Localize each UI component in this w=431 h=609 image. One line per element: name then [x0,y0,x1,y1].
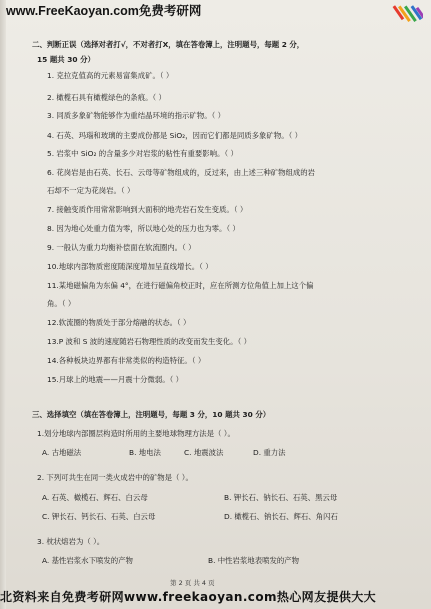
s2-item-4: 4. 石英、玛瑙和玻璃的主要成份都是 SiO₂，因而它们都是同质多象矿物。（ ） [47,131,303,140]
s2-item-14: 14.各种板块边界都有非常类似的构造特征。（ ） [47,356,206,365]
watermark-top: www.FreeKaoyan.com免费考研网 [6,4,202,18]
s2-item-11: 11.某地磁偏角为东偏 4°，在进行磁偏角校正时，应在所测方位角值上加上这个偏 [47,281,314,290]
section2-heading: 二、判断正误（选择对者打√，不对者打X，填在答卷簿上，注明题号，每题 2 分， [32,40,305,49]
s3-q1-opt-a: A. 古地磁法 [42,448,82,457]
s2-item-10: 10.地球内部物质密度随深度增加呈直线增长。（ ） [47,262,213,271]
s2-item-2: 2. 橄榄石具有橄榄绿色的条痕。（ ） [47,93,166,102]
page-footer: 第 2 页 共 4 页 [170,579,215,587]
s3-q2-opt-a: A. 石英、橄榄石、辉石、白云母 [42,493,148,502]
s3-q3: 3. 枕状熔岩为（ ）。 [37,537,105,546]
s2-item-1: 1. 克拉克值高的元素易富集成矿。（ ） [47,71,174,80]
s2-item-5: 5. 岩浆中 SiO₂ 的含量多少对岩浆的粘性有重要影响。（ ） [47,149,238,158]
s3-q1-opt-b: B. 地电法 [129,448,161,457]
s2-item-11-cont: 角。（ ） [47,299,76,308]
s2-item-15: 15.月球上的地震——月震十分微弱。（ ） [47,375,184,384]
s3-q3-opt-a: A. 基性岩浆水下喷发的产物 [42,556,133,565]
s3-q1: 1.划分地球内部圈层构造时所用的主要地球物理方法是（ ）。 [37,429,235,438]
scan-edge [0,0,6,609]
s3-q2-opt-c: C. 钾长石、钙长石、石英、白云母 [42,512,156,521]
s3-q1-opt-d: D. 重力法 [253,448,286,457]
s3-q2-opt-d: D. 橄榄石、钠长石、辉石、角闪石 [224,512,338,521]
s2-item-13: 13.P 波和 S 波的速度随岩石物理性质的改变而发生变化。（ ） [47,337,251,346]
s3-q2-opt-b: B. 钾长石、钠长石、石英、黑云母 [224,493,338,502]
s3-q2: 2. 下列可共生在同一类火成岩中的矿物是（ ）。 [37,473,193,482]
s2-item-6: 6. 花岗岩是由石英、长石、云母等矿物组成的，反过来，由上述三种矿物组成的岩 [47,168,316,177]
s2-item-12: 12.软流圈的物质处于部分熔融的状态。（ ） [47,318,191,327]
section3-heading: 三、选择填空（填在答卷簿上，注明题号，每题 3 分，10 题共 30 分） [32,410,271,419]
section2-heading-cont: 15 题共 30 分） [37,55,95,64]
s2-item-7: 7. 接触变质作用常常影响到大面积的地壳岩石发生变质。（ ） [47,205,248,214]
s2-item-9: 9. 一般认为重力均衡补偿面在软流圈内。（ ） [47,243,196,252]
s2-item-3: 3. 同质多象矿物能够作为重结晶环境的指示矿物。（ ） [47,111,226,120]
s2-item-6-cont: 石却不一定为花岗岩。（ ） [47,186,135,195]
watermark-bottom: 北资料来自免费考研网www.freekaoyan.com热心网友提供大大 [0,590,377,604]
freekaoyan-logo-icon [383,3,423,33]
s3-q3-opt-b: B. 中性岩浆地表喷发的产物 [208,556,300,565]
s3-q1-opt-c: C. 地震波法 [184,448,224,457]
s2-item-8: 8. 因为地心处重力值为零，所以地心处的压力也为零。（ ） [47,224,240,233]
